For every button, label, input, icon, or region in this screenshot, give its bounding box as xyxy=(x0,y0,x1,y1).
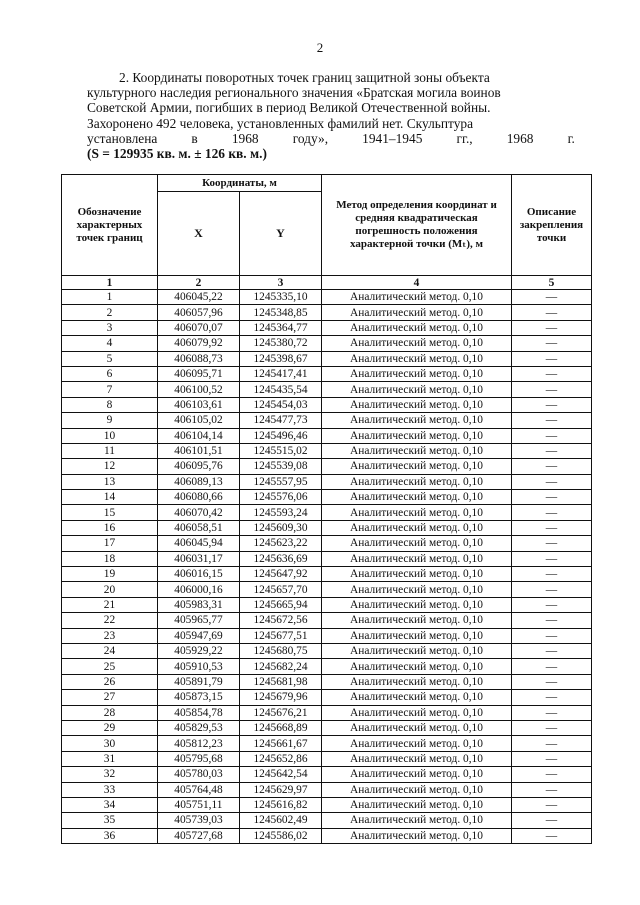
method-cell: Аналитический метод. 0,10 xyxy=(322,397,512,412)
coordinate-x: 406088,73 xyxy=(158,351,240,366)
coordinate-y: 1245672,56 xyxy=(240,613,322,628)
coordinate-y: 1245477,73 xyxy=(240,413,322,428)
table-row xyxy=(62,320,592,335)
method-cell: Аналитический метод. 0,10 xyxy=(322,736,512,751)
coordinate-x: 406105,02 xyxy=(158,413,240,428)
coordinate-x: 405854,78 xyxy=(158,705,240,720)
point-number: 6 xyxy=(62,366,158,381)
table-row xyxy=(62,813,592,828)
table-row xyxy=(62,597,592,612)
coordinate-y: 1245417,41 xyxy=(240,366,322,381)
heading-line-5-word: гг., xyxy=(456,130,473,146)
coordinate-x: 405947,69 xyxy=(158,628,240,643)
coordinate-y: 1245623,22 xyxy=(240,536,322,551)
point-number: 13 xyxy=(62,474,158,489)
description-cell: — xyxy=(512,305,592,320)
point-number: 29 xyxy=(62,720,158,735)
coordinate-y: 1245335,10 xyxy=(240,290,322,305)
description-cell: — xyxy=(512,613,592,628)
heading-line-5-word: 1941–1945 xyxy=(362,130,423,146)
coordinate-x: 405929,22 xyxy=(158,643,240,658)
coordinate-x: 405780,03 xyxy=(158,767,240,782)
method-cell: Аналитический метод. 0,10 xyxy=(322,382,512,397)
point-number: 31 xyxy=(62,751,158,766)
point-number: 28 xyxy=(62,705,158,720)
description-cell: — xyxy=(512,582,592,597)
coordinate-x: 406070,42 xyxy=(158,505,240,520)
page-number: 2 xyxy=(316,40,324,55)
coordinate-x: 405983,31 xyxy=(158,597,240,612)
coordinate-y: 1245677,51 xyxy=(240,628,322,643)
coordinate-x: 406104,14 xyxy=(158,428,240,443)
description-cell: — xyxy=(512,520,592,535)
point-number: 23 xyxy=(62,628,158,643)
heading-line-1: 2. Координаты поворотных точек границ защитной зоны объекта xyxy=(119,70,490,85)
table-row xyxy=(62,290,592,305)
point-number: 33 xyxy=(62,782,158,797)
coordinate-x: 406101,51 xyxy=(158,443,240,458)
point-number: 10 xyxy=(62,428,158,443)
description-cell: — xyxy=(512,751,592,766)
point-number: 11 xyxy=(62,443,158,458)
method-cell: Аналитический метод. 0,10 xyxy=(322,720,512,735)
table-row xyxy=(62,782,592,797)
heading-line-5-word: г. xyxy=(567,130,575,146)
method-cell: Аналитический метод. 0,10 xyxy=(322,443,512,458)
coordinate-y: 1245593,24 xyxy=(240,505,322,520)
method-cell: Аналитический метод. 0,10 xyxy=(322,536,512,551)
coordinate-y: 1245681,98 xyxy=(240,674,322,689)
point-number: 19 xyxy=(62,567,158,582)
header-y: Y xyxy=(240,192,322,276)
point-number: 24 xyxy=(62,643,158,658)
description-cell: — xyxy=(512,797,592,812)
point-number: 8 xyxy=(62,397,158,412)
method-cell: Аналитический метод. 0,10 xyxy=(322,474,512,489)
point-number: 34 xyxy=(62,797,158,812)
column-number: 4 xyxy=(322,276,512,290)
method-cell: Аналитический метод. 0,10 xyxy=(322,767,512,782)
coordinate-y: 1245364,77 xyxy=(240,320,322,335)
method-cell: Аналитический метод. 0,10 xyxy=(322,551,512,566)
coordinate-y: 1245682,24 xyxy=(240,659,322,674)
method-cell: Аналитический метод. 0,10 xyxy=(322,582,512,597)
coordinate-y: 1245609,30 xyxy=(240,520,322,535)
description-cell: — xyxy=(512,351,592,366)
description-cell: — xyxy=(512,505,592,520)
description-cell: — xyxy=(512,736,592,751)
description-cell: — xyxy=(512,397,592,412)
point-number: 5 xyxy=(62,351,158,366)
point-number: 22 xyxy=(62,613,158,628)
coordinate-x: 406045,94 xyxy=(158,536,240,551)
description-cell: — xyxy=(512,490,592,505)
table-row xyxy=(62,536,592,551)
table-row xyxy=(62,828,592,843)
coordinate-y: 1245616,82 xyxy=(240,797,322,812)
table-row xyxy=(62,690,592,705)
coordinate-y: 1245642,54 xyxy=(240,767,322,782)
coordinate-x: 406016,15 xyxy=(158,567,240,582)
point-number: 9 xyxy=(62,413,158,428)
coordinate-y: 1245679,96 xyxy=(240,690,322,705)
table-row xyxy=(62,751,592,766)
header-x: X xyxy=(158,192,240,276)
method-cell: Аналитический метод. 0,10 xyxy=(322,336,512,351)
method-cell: Аналитический метод. 0,10 xyxy=(322,413,512,428)
heading-line-5-word: году», xyxy=(292,130,329,146)
description-cell: — xyxy=(512,705,592,720)
method-cell: Аналитический метод. 0,10 xyxy=(322,490,512,505)
point-number: 21 xyxy=(62,597,158,612)
coordinate-y: 1245454,03 xyxy=(240,397,322,412)
coordinate-y: 1245629,97 xyxy=(240,782,322,797)
coordinate-y: 1245661,67 xyxy=(240,736,322,751)
table-row xyxy=(62,459,592,474)
coordinate-x: 405795,68 xyxy=(158,751,240,766)
table-row xyxy=(62,382,592,397)
method-cell: Аналитический метод. 0,10 xyxy=(322,782,512,797)
header-description: Описание закрепления точки xyxy=(512,175,592,276)
coordinate-y: 1245398,67 xyxy=(240,351,322,366)
method-cell: Аналитический метод. 0,10 xyxy=(322,643,512,658)
coordinate-x: 406100,52 xyxy=(158,382,240,397)
coordinate-x: 405891,79 xyxy=(158,674,240,689)
point-number: 14 xyxy=(62,490,158,505)
table-row xyxy=(62,351,592,366)
header-method: Метод определения координат и средняя квадратическая погрешность положения характерной точки (Mₜ), м xyxy=(322,175,512,276)
method-cell: Аналитический метод. 0,10 xyxy=(322,351,512,366)
heading-line-5-word: установлена xyxy=(87,130,158,146)
coordinate-y: 1245380,72 xyxy=(240,336,322,351)
coordinate-y: 1245680,75 xyxy=(240,643,322,658)
table-row xyxy=(62,659,592,674)
table-row xyxy=(62,613,592,628)
area-note: (S = 129935 кв. м. ± 126 кв. м.) xyxy=(87,146,267,162)
description-cell: — xyxy=(512,336,592,351)
table-row xyxy=(62,366,592,381)
table-row xyxy=(62,567,592,582)
coordinate-y: 1245665,94 xyxy=(240,597,322,612)
column-number: 2 xyxy=(158,276,240,290)
point-number: 20 xyxy=(62,582,158,597)
table-row xyxy=(62,505,592,520)
coordinate-x: 405965,77 xyxy=(158,613,240,628)
method-cell: Аналитический метод. 0,10 xyxy=(322,705,512,720)
coordinate-x: 405910,53 xyxy=(158,659,240,674)
table-row xyxy=(62,643,592,658)
table-row xyxy=(62,428,592,443)
method-cell: Аналитический метод. 0,10 xyxy=(322,797,512,812)
coordinate-y: 1245539,08 xyxy=(240,459,322,474)
point-number: 18 xyxy=(62,551,158,566)
description-cell: — xyxy=(512,459,592,474)
table-row xyxy=(62,397,592,412)
point-number: 7 xyxy=(62,382,158,397)
method-cell: Аналитический метод. 0,10 xyxy=(322,751,512,766)
header-point-designation: Обозначение характерных точек границ xyxy=(62,175,158,276)
table-row xyxy=(62,551,592,566)
description-cell: — xyxy=(512,413,592,428)
description-cell: — xyxy=(512,474,592,489)
table-row xyxy=(62,413,592,428)
coordinate-x: 405764,48 xyxy=(158,782,240,797)
coordinate-x: 406031,17 xyxy=(158,551,240,566)
coordinate-x: 405873,15 xyxy=(158,690,240,705)
column-number: 5 xyxy=(512,276,592,290)
method-cell: Аналитический метод. 0,10 xyxy=(322,674,512,689)
point-number: 1 xyxy=(62,290,158,305)
point-number: 2 xyxy=(62,305,158,320)
table-row xyxy=(62,674,592,689)
point-number: 3 xyxy=(62,320,158,335)
method-cell: Аналитический метод. 0,10 xyxy=(322,366,512,381)
table-row xyxy=(62,736,592,751)
heading-line-5-word: 1968 xyxy=(231,130,259,146)
point-number: 4 xyxy=(62,336,158,351)
description-cell: — xyxy=(512,428,592,443)
coordinate-x: 406000,16 xyxy=(158,582,240,597)
description-cell: — xyxy=(512,767,592,782)
description-cell: — xyxy=(512,659,592,674)
coordinate-y: 1245668,89 xyxy=(240,720,322,735)
coordinate-x: 406045,22 xyxy=(158,290,240,305)
description-cell: — xyxy=(512,813,592,828)
point-number: 16 xyxy=(62,520,158,535)
description-cell: — xyxy=(512,567,592,582)
method-cell: Аналитический метод. 0,10 xyxy=(322,428,512,443)
description-cell: — xyxy=(512,597,592,612)
column-number: 1 xyxy=(62,276,158,290)
coordinate-y: 1245496,46 xyxy=(240,428,322,443)
point-number: 27 xyxy=(62,690,158,705)
coordinate-x: 406080,66 xyxy=(158,490,240,505)
coordinate-x: 405812,23 xyxy=(158,736,240,751)
coordinate-y: 1245647,92 xyxy=(240,567,322,582)
method-cell: Аналитический метод. 0,10 xyxy=(322,459,512,474)
point-number: 25 xyxy=(62,659,158,674)
description-cell: — xyxy=(512,690,592,705)
method-cell: Аналитический метод. 0,10 xyxy=(322,828,512,843)
description-cell: — xyxy=(512,628,592,643)
coordinate-y: 1245657,70 xyxy=(240,582,322,597)
section-heading xyxy=(87,70,575,161)
heading-line-5-word: 1968 xyxy=(506,130,534,146)
coordinate-x: 406057,96 xyxy=(158,305,240,320)
heading-line-2: культурного наследия регионального значения «Братская могила воинов xyxy=(87,85,501,101)
table-row xyxy=(62,582,592,597)
coordinate-y: 1245348,85 xyxy=(240,305,322,320)
description-cell: — xyxy=(512,443,592,458)
heading-line-5-word: в xyxy=(191,130,198,146)
description-cell: — xyxy=(512,551,592,566)
description-cell: — xyxy=(512,366,592,381)
method-cell: Аналитический метод. 0,10 xyxy=(322,659,512,674)
method-cell: Аналитический метод. 0,10 xyxy=(322,305,512,320)
coordinate-x: 406079,92 xyxy=(158,336,240,351)
heading-line-5 xyxy=(87,131,575,146)
coordinate-x: 405751,11 xyxy=(158,797,240,812)
description-cell: — xyxy=(512,643,592,658)
table-row xyxy=(62,305,592,320)
heading-line-3: Советской Армии, погибших в период Великой Отечественной войны. xyxy=(87,100,491,116)
method-cell: Аналитический метод. 0,10 xyxy=(322,567,512,582)
table-row xyxy=(62,628,592,643)
coordinate-y: 1245576,06 xyxy=(240,490,322,505)
description-cell: — xyxy=(512,382,592,397)
table-row xyxy=(62,443,592,458)
coordinates-table xyxy=(61,174,592,844)
point-number: 26 xyxy=(62,674,158,689)
table-row xyxy=(62,797,592,812)
table-body xyxy=(62,290,592,844)
coordinate-y: 1245515,02 xyxy=(240,443,322,458)
point-number: 36 xyxy=(62,828,158,843)
method-cell: Аналитический метод. 0,10 xyxy=(322,813,512,828)
point-number: 30 xyxy=(62,736,158,751)
coordinate-y: 1245586,02 xyxy=(240,828,322,843)
coordinate-y: 1245636,69 xyxy=(240,551,322,566)
header-coordinates: Координаты, м xyxy=(158,175,322,192)
description-cell: — xyxy=(512,782,592,797)
coordinate-x: 406103,61 xyxy=(158,397,240,412)
point-number: 32 xyxy=(62,767,158,782)
coordinate-y: 1245435,54 xyxy=(240,382,322,397)
point-number: 35 xyxy=(62,813,158,828)
method-cell: Аналитический метод. 0,10 xyxy=(322,613,512,628)
coordinate-x: 406089,13 xyxy=(158,474,240,489)
point-number: 15 xyxy=(62,505,158,520)
heading-line-4: Захоронено 492 человека, установленных фамилий нет. Скульптура xyxy=(87,115,474,131)
description-cell: — xyxy=(512,536,592,551)
method-cell: Аналитический метод. 0,10 xyxy=(322,690,512,705)
table-row xyxy=(62,336,592,351)
description-cell: — xyxy=(512,320,592,335)
coordinate-y: 1245652,86 xyxy=(240,751,322,766)
coordinate-x: 406095,71 xyxy=(158,366,240,381)
coordinate-x: 405727,68 xyxy=(158,828,240,843)
table-row xyxy=(62,474,592,489)
coordinate-x: 406058,51 xyxy=(158,520,240,535)
coordinate-y: 1245602,49 xyxy=(240,813,322,828)
coordinate-x: 405739,03 xyxy=(158,813,240,828)
coordinate-x: 406095,76 xyxy=(158,459,240,474)
coordinate-x: 406070,07 xyxy=(158,320,240,335)
description-cell: — xyxy=(512,674,592,689)
method-cell: Аналитический метод. 0,10 xyxy=(322,520,512,535)
coordinate-y: 1245676,21 xyxy=(240,705,322,720)
method-cell: Аналитический метод. 0,10 xyxy=(322,505,512,520)
point-number: 12 xyxy=(62,459,158,474)
coordinate-x: 405829,53 xyxy=(158,720,240,735)
method-cell: Аналитический метод. 0,10 xyxy=(322,597,512,612)
table-row xyxy=(62,767,592,782)
table-row xyxy=(62,490,592,505)
method-cell: Аналитический метод. 0,10 xyxy=(322,290,512,305)
column-number: 3 xyxy=(240,276,322,290)
column-number-row xyxy=(62,276,592,290)
table-row xyxy=(62,720,592,735)
description-cell: — xyxy=(512,290,592,305)
method-cell: Аналитический метод. 0,10 xyxy=(322,628,512,643)
point-number: 17 xyxy=(62,536,158,551)
description-cell: — xyxy=(512,720,592,735)
table-row xyxy=(62,520,592,535)
description-cell: — xyxy=(512,828,592,843)
coordinate-y: 1245557,95 xyxy=(240,474,322,489)
table-row xyxy=(62,705,592,720)
method-cell: Аналитический метод. 0,10 xyxy=(322,320,512,335)
